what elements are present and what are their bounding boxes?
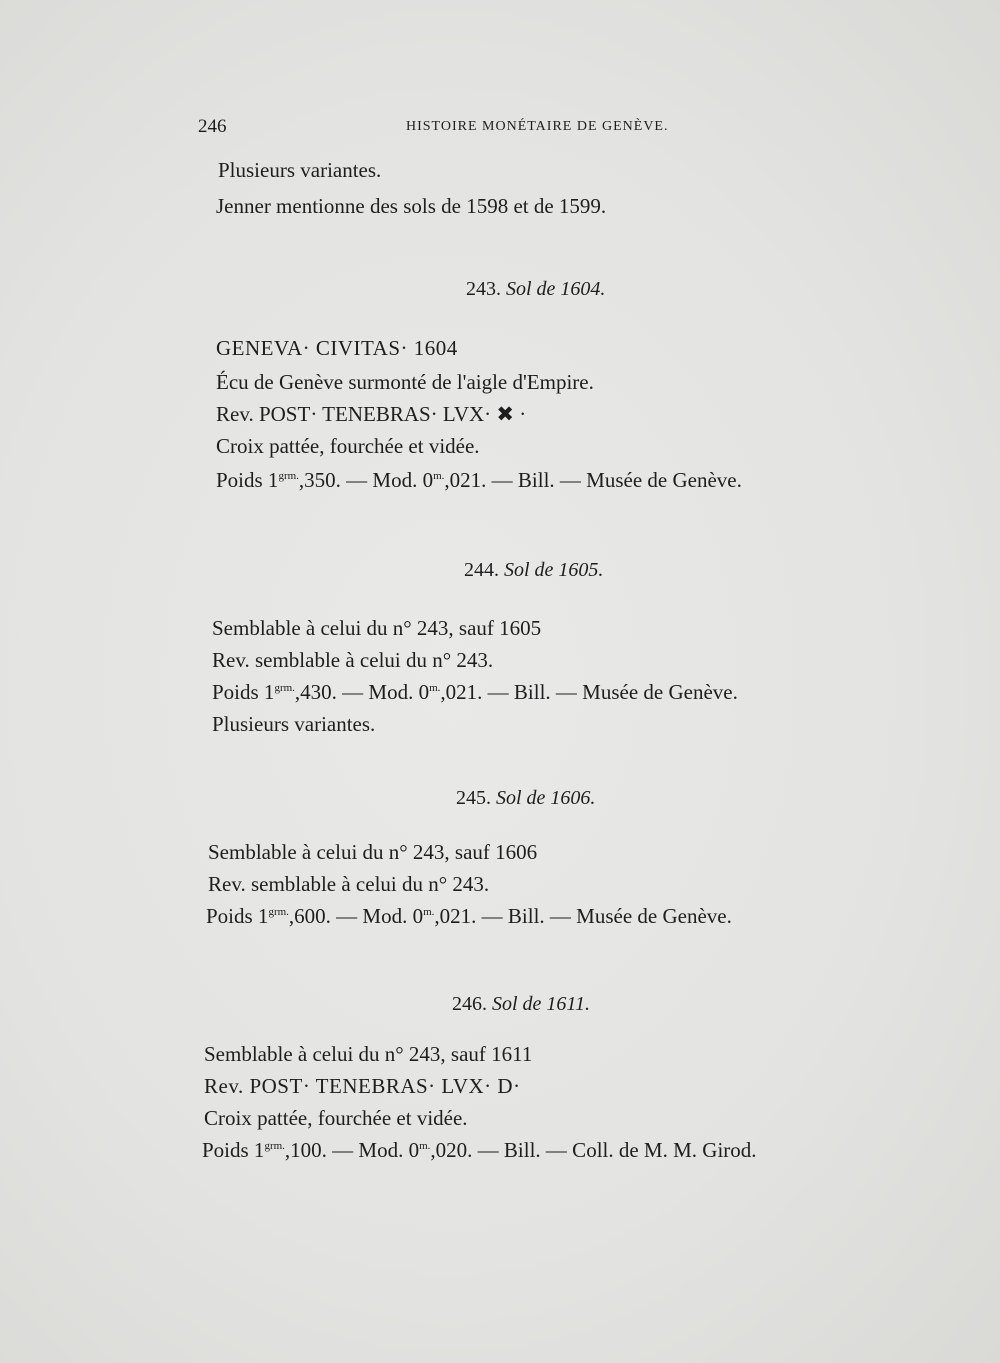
entry-246-weight-line: Poids $1^{grm.},100$. — Mod. $0^{m.},020$. — Bill. — Coll. de M. M. Girod. <box>202 1138 757 1162</box>
entry-243-reverse-legend: Rev. POST· TENEBRAS· LVX· ✖ · <box>216 402 527 426</box>
entry-number: 243. <box>466 278 501 300</box>
entry-246-reverse-description: Croix pattée, fourchée et vidée. <box>204 1106 468 1130</box>
entry-244-weight-line: Poids $1^{grm.},430$. — Mod. $0^{m.},021$. — Bill. — Musée de Genève. <box>212 680 738 704</box>
running-title: HISTOIRE MONÉTAIRE DE GENÈVE. <box>406 119 669 134</box>
entry-243-obverse-legend: GENEVA· CIVITAS· 1604 <box>216 336 458 360</box>
entry-number: 246. <box>452 993 487 1015</box>
entry-245-heading <box>456 788 595 808</box>
entry-243-heading <box>466 279 605 299</box>
entry-245-obverse-line: Semblable à celui du n° 243, sauf 1606 <box>208 840 538 864</box>
entry-244-reverse-line: Rev. semblable à celui du n° 243. <box>212 648 494 672</box>
entry-246-obverse-line: Semblable à celui du n° 243, sauf 1611 <box>204 1042 533 1066</box>
entry-243-obverse-description: Écu de Genève surmonté de l'aigle d'Empire. <box>216 370 594 394</box>
entry-number: 244. <box>464 559 499 581</box>
intro-line-1: Plusieurs variantes. <box>218 158 382 182</box>
entry-number: 245. <box>456 787 491 809</box>
entry-245-reverse-line: Rev. semblable à celui du n° 243. <box>208 872 490 896</box>
entry-246-reverse-legend: Rev. POST· TENEBRAS· LVX· D· <box>204 1074 521 1098</box>
entry-243-weight-line: Poids $1^{grm.},350$. — Mod. $0^{m.},021$. — Bill. — Musée de Genève. <box>216 468 742 492</box>
entry-245-weight-line: Poids $1^{grm.},600$. — Mod. $0^{m.},021$. — Bill. — Musée de Genève. <box>206 904 732 928</box>
entry-title: Sol de 1604. <box>506 278 606 300</box>
page-header <box>198 116 698 140</box>
entry-244-variants-note: Plusieurs variantes. <box>212 712 376 736</box>
entry-244-obverse-line: Semblable à celui du n° 243, sauf 1605 <box>212 616 542 640</box>
page-number: 246 <box>198 116 227 137</box>
intro-line-2: Jenner mentionne des sols de 1598 et de 1599. <box>216 194 607 218</box>
entry-title: Sol de 1611. <box>492 993 590 1015</box>
entry-title: Sol de 1606. <box>496 787 596 809</box>
entry-title: Sol de 1605. <box>504 559 604 581</box>
entry-244-heading <box>464 560 603 580</box>
entry-243-reverse-description: Croix pattée, fourchée et vidée. <box>216 434 480 458</box>
entry-246-heading <box>452 994 590 1014</box>
